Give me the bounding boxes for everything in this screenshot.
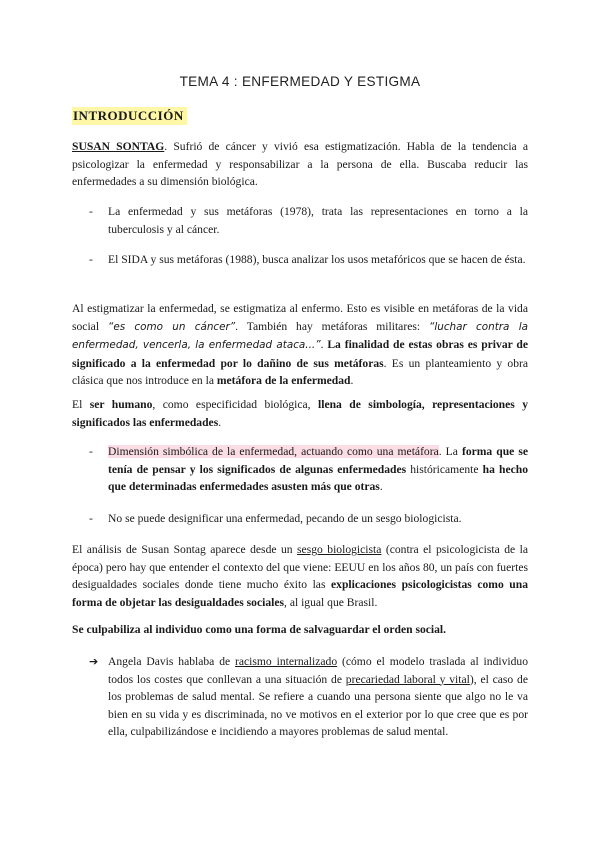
text-run: . <box>350 374 354 387</box>
bold-text: La finalidad de estas obras es privar de significado a la enfermedad por lo dañino de sus metáforas <box>72 338 528 370</box>
paragraph-human-being <box>72 396 528 431</box>
paragraph-metaphors <box>72 300 528 390</box>
section-heading-introduccion: INTRODUCCIÓN <box>72 107 187 125</box>
text-run: (contra el psicologicista de la época) pero hay que entender el contexto del que viene: EEUU en los años 80, un país con fuertes desigualdades sociales donde tiene mucho éxito las <box>72 543 528 591</box>
bold-text: forma que se tenía de pensar y los significados de algunas enfermedades <box>108 445 528 476</box>
text-run: (cómo el modelo traslada al individuo todos los costes que conllevan a una situación de <box>108 655 528 686</box>
text-run: , al igual que Brasil. <box>284 595 378 609</box>
bold-text: metáfora de la enfermedad <box>216 374 351 387</box>
bold-text: ser humano <box>89 398 153 411</box>
quote-military: “luchar contra la enfermedad, vencerla, la enfermedad ataca...” <box>72 320 528 351</box>
list-item <box>89 510 528 528</box>
list-item-text: No se puede designificar una enfermedad, pecando de un sesgo biologicista. <box>108 512 462 525</box>
text-run: , como especificidad biológica, <box>152 398 318 411</box>
arrow-list-item <box>89 653 528 741</box>
author-name: SUSAN SONTAG <box>72 140 165 153</box>
text-run: . <box>320 338 328 351</box>
paragraph-text: . Sufrió de cáncer y vivió esa estigmatización. Habla de la tendencia a psicologizar la enfermedad y responsabilizar a la persona de ella. Buscaba reducir las enfermedades a su dimensión biológica. <box>72 140 529 188</box>
underlined-text: precariedad laboral y vital <box>345 672 470 686</box>
text-run: ), el caso de los problemas de salud mental. Se refiere a cuando una persona siente que algo no le va bien en su vida y es discriminada, no ve motivos en el exterior por lo que cree que es por ella, culpabilizándose e incidiendo a mayores problemas de salud mental. <box>108 672 528 738</box>
text-run: El <box>72 398 90 411</box>
underlined-text: sesgo biologicista <box>297 543 382 556</box>
underlined-text: racismo internalizado <box>235 655 338 668</box>
text-run: históricamente <box>406 462 483 476</box>
text-run: El análisis de Susan Sontag aparece desde un <box>72 543 298 556</box>
dash-marker: - <box>89 512 93 525</box>
text-run: . La <box>438 445 462 458</box>
paragraph-social-order: Se culpabiliza al individuo como una forma de salvaguardar el orden social. <box>72 623 447 636</box>
list-item-text: El SIDA y sus metáforas (1988), busca analizar los usos metafóricos que se hacen de ésta. <box>108 253 526 266</box>
dash-marker: - <box>89 445 93 458</box>
bold-text: llena de simbología, representaciones y significados las enfermedades <box>72 398 528 429</box>
text-run: Al estigmatizar la enfermedad, se estigmatiza al enfermo. Esto es visible en metáforas de la vida social <box>72 302 528 333</box>
quote-cancer: “es como un cáncer” <box>107 320 236 333</box>
list-item <box>89 251 528 269</box>
highlighted-text: Dimensión simbólica de la enfermedad, actuando como una metáfora <box>108 445 439 458</box>
list-item <box>89 203 528 238</box>
paragraph-context <box>72 541 528 611</box>
text-run: Angela Davis hablaba de <box>108 655 236 668</box>
dash-marker: - <box>89 253 93 266</box>
bold-text: ha hecho que determinadas enfermedades asusten más que otras <box>108 462 528 493</box>
page-title: TEMA 4 : ENFERMEDAD Y ESTIGMA <box>179 74 421 89</box>
text-run: . <box>379 480 383 493</box>
arrow-icon: ➔ <box>89 655 99 668</box>
text-run: . Es un planteamiento y obra clásica que nos introduce en la <box>72 356 528 387</box>
dash-marker: - <box>89 205 93 218</box>
list-item-text: La enfermedad y sus metáforas (1978), trata las representaciones en torno a la tuberculosis y al cáncer. <box>108 205 528 236</box>
bold-text: explicaciones psicologicistas como una forma de objetar las desigualdades sociales <box>72 578 528 609</box>
paragraph-sontag-intro <box>72 138 528 191</box>
text-run: . <box>218 415 222 429</box>
text-run: . También hay metáforas militares: <box>235 319 429 333</box>
list-item <box>89 443 528 496</box>
